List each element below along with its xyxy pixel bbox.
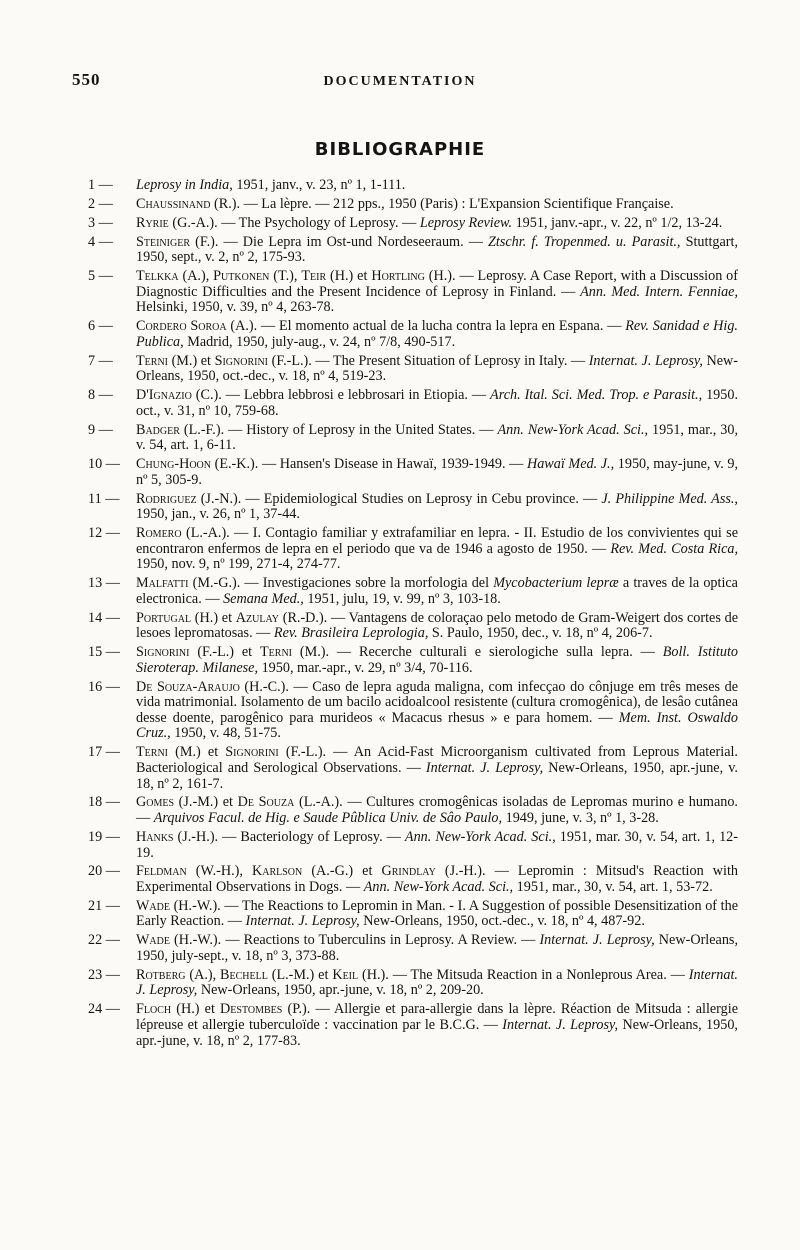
entry-text: 1951, mar., 30, v. 54, art. 1, 6-11. (136, 421, 738, 454)
entry-text: (F.-L.). — The Present Situation of Leprosy in Italy. — (268, 352, 589, 369)
title-italic: Ztschr. f. Tropenmed. u. Parasit., (488, 233, 681, 250)
bibliography-entry (88, 388, 738, 419)
bibliography-entry (88, 576, 738, 607)
bibliography-entry (88, 269, 738, 316)
entry-text: S. Paulo, 1950, dec., v. 18, nº 4, 206-7. (428, 625, 653, 642)
entry-text: (A.), (178, 268, 214, 285)
entry-text: (E.-K.). — Hansen's Disease in Hawaï, 1939-1949. — (211, 456, 527, 473)
author-name: Wade (136, 932, 170, 949)
entry-number: 10 — (88, 456, 120, 473)
author-name: Wade (136, 897, 170, 914)
bibliography-entry (88, 1002, 738, 1049)
entry-text: (P.). — Allergie et para-allergie dans la lèpre. Réaction de Mitsuda : allergie lépreuse et allergie tuberculoïde : vaccination par le B.C.G. — (136, 1001, 738, 1033)
entry-text: (L.-A.). — Cultures cromogênicas isoladas de Lepromas murino e humano. — (136, 794, 738, 827)
title-italic: Boll. Istituto Sieroterap. Milanese, (136, 644, 739, 676)
entry-number: 19 — (88, 828, 120, 845)
title-italic: Rev. Sanidad e Hig. Publica, (136, 318, 738, 350)
entry-text: 1951, mar. 30, v. 54, art. 1, 12-19. (136, 828, 739, 861)
entry-text: (R.-D.). — Vantagens de coloraçao pelo metodo de Gram-Weigert dos cortes de lesoes lepromatosas. — (136, 609, 738, 642)
author-name: Signorini (214, 352, 269, 369)
author-name: Signorini (225, 744, 279, 761)
entry-text: 1950, v. 48, 51-75. (170, 725, 281, 742)
entry-text: (J.-N.). — Epidemiological Studies on Leprosy in Cebu province. — (196, 490, 602, 507)
bibliography-entry (88, 611, 738, 642)
entry-text: (J.-H.). — Bacteriology of Leprosy. — (173, 828, 405, 845)
entry-number: 20 — (88, 863, 120, 880)
bibliography-entry (88, 216, 738, 232)
entry-number: 2 — (88, 195, 113, 212)
entry-number: 14 — (88, 609, 120, 626)
entry-text: 1950, nov. 9, nº 199, 271-4, 274-77. (136, 556, 341, 573)
entry-text: 1951, mar., 30, v. 54, art. 1, 53-72. (513, 878, 713, 895)
bibliography-entry (88, 526, 738, 573)
entry-text: Stuttgart, 1950, sept., v. 2, nº 2, 175-93. (136, 233, 738, 266)
bibliography-entry (88, 645, 738, 676)
entry-text: (G.-A.). — The Psychology of Leprosy. — (168, 214, 420, 231)
page-number: 550 (72, 70, 101, 89)
author-name: D'Ignazio (136, 387, 192, 404)
entry-number: 5 — (88, 268, 113, 285)
author-name: Portugal (136, 609, 192, 626)
title-italic: Rev. Med. Costa Rica, (610, 540, 739, 557)
entry-text: (M.-G.). — Investigaciones sobre la morfologia del (188, 575, 494, 592)
title-italic: Ann. Med. Intern. Fenniae, (580, 283, 739, 300)
author-name: Chaussinand (136, 195, 211, 212)
author-name: Grindlay (381, 863, 436, 880)
entry-text: New-Orleans, 1950, july-sept., v. 18, nº 3, 373-88. (136, 932, 738, 964)
title-italic: Internat. J. Leprosy, (425, 759, 544, 776)
entry-text: New-Orleans, 1950, apr.-june, v. 18, nº 2, 177-83. (136, 1016, 738, 1049)
author-name: Romero (136, 525, 182, 542)
entry-text: 1950, mar.-apr., v. 29, nº 3/4, 70-116. (258, 659, 473, 676)
entry-text: (L.-F.). — History of Leprosy in the United States. — (179, 421, 498, 438)
bibliography-entry (88, 745, 738, 792)
entry-text: (L.-M.) et (267, 966, 333, 983)
entry-number: 24 — (88, 1001, 120, 1018)
entry-number: 21 — (88, 897, 120, 914)
entry-text: (W.-H.), (186, 863, 252, 880)
entry-text: (H.) et (191, 609, 236, 626)
author-name: Hanks (136, 828, 174, 845)
bibliography-entry (88, 830, 738, 861)
entry-text: (T.), (269, 268, 302, 285)
entry-number: 1 — (88, 177, 113, 193)
entry-number: 6 — (88, 318, 113, 335)
entry-number: 3 — (88, 214, 113, 231)
entry-text: 1950. oct., v. 31, nº 10, 759-68. (136, 387, 738, 419)
bibliography-entry (88, 968, 738, 999)
author-name: Hortling (371, 268, 425, 285)
entry-number: 16 — (88, 678, 120, 695)
entry-number: 18 — (88, 794, 120, 811)
entry-text: (F.-L.) et (189, 644, 261, 661)
bibliography-entry (88, 864, 738, 895)
entry-number: 4 — (88, 233, 113, 250)
entry-text: a traves de la optica electronica. — (136, 575, 738, 607)
entry-number: 23 — (88, 966, 120, 983)
bibliography-entry (88, 354, 738, 385)
entry-number: 15 — (88, 644, 120, 661)
entry-text: 1951, janv.-apr., v. 22, nº 1/2, 13-24. (512, 214, 723, 231)
author-name: Terni (136, 352, 168, 369)
running-header: DOCUMENTATION (323, 74, 477, 89)
title-italic: Internat. J. Leprosy, (588, 352, 703, 369)
author-name: De Souza (237, 794, 295, 811)
bibliography-entry (88, 680, 738, 742)
entry-text: (A.). — El momento actual de la lucha contra la lepra en Espana. — (226, 318, 626, 335)
title-italic: Ann. New-York Acad. Sci., (363, 878, 514, 895)
entry-text: (C.). — Lebbra lebbrosi e lebbrosari in Etiopia. — (191, 387, 491, 404)
entry-text: (L.-A.). — I. Contagio familiar y extrafamiliar en lepra. - II. Estudio de los convivientes qui se encontraron enfermos de lepra en el periodo que va de 1946 a agosto de 1950. — (136, 525, 738, 557)
bibliography-entry (88, 899, 738, 930)
entry-text: (M.) et (168, 744, 226, 761)
bibliography-entry (88, 178, 738, 194)
title-italic: Ann. New-York Acad. Sci., (497, 421, 649, 438)
author-name: Terni (136, 744, 168, 761)
title-italic: Internat. J. Leprosy, (502, 1016, 619, 1033)
entry-text: (H.). — Leprosy. A Case Report, with a Discussion of Diagnostic Difficulties and the Present Incidence of Leprosy in Finland. — (136, 268, 739, 300)
entry-text: (H.-C.). — Caso de lepra aguda maligna, com infecçao do cônjuge em três meses de vida matrimonial. Isolamento de um bacilo acidoalcool resistente (cultura cromogênica), de lesâo cutânea desse doente, parogênico para murideos « Macacus rhesus » e para homem. — (136, 678, 739, 726)
author-name: Badger (136, 421, 180, 438)
section-title: BIBLIOGRAPHIE (314, 139, 486, 160)
title-italic: Rev. Brasileira Leprologia, (273, 625, 429, 642)
entry-text: (H.). — The Mitsuda Reaction in a Nonleprous Area. — (358, 966, 689, 983)
author-name: Chung-Hoon (136, 456, 211, 473)
author-name: Ryrie (136, 214, 169, 231)
entry-text: (A.-G.) et (302, 863, 382, 880)
author-name: Cordero Soroa (136, 318, 227, 335)
entry-text: 1950, may-june, v. 9, nº 5, 305-9. (136, 456, 738, 488)
title-italic: Mem. Inst. Oswaldo Cruz., (136, 709, 738, 742)
title-italic: Mycobacterium lepræ (493, 575, 619, 592)
author-name: Azulay (235, 609, 279, 626)
author-name: Steiniger (136, 233, 190, 250)
bibliography-entry (88, 423, 738, 454)
entry-text: New-Orleans, 1950, apr.-june, v. 18, nº 2, 161-7. (136, 759, 738, 792)
entry-text: Helsinki, 1950, v. 39, nº 4, 263-78. (136, 299, 335, 316)
bibliography-entry (88, 457, 738, 488)
entry-text: Madrid, 1950, july-aug., v. 24, nº 7/8, 490-517. (183, 333, 456, 350)
entry-text: (H.-W.). — Reactions to Tuberculins in Leprosy. A Review. — (169, 932, 540, 949)
title-italic: Arch. Ital. Sci. Med. Trop. e Parasit., (490, 387, 703, 404)
bibliography-entry (88, 933, 738, 964)
entry-text: New-Orleans, 1950, oct.-dec., v. 18, nº 4, 487-92. (359, 913, 645, 930)
entry-text: (A.), (185, 966, 221, 983)
entry-text: (M.) et (168, 352, 215, 369)
author-name: De Souza-Araujo (136, 678, 240, 695)
entry-text: (H.) et (326, 268, 372, 285)
entry-text: 1951, janv., v. 23, nº 1, 1-111. (232, 177, 406, 193)
title-italic: Internat. J. Leprosy, (136, 966, 738, 999)
entry-text: (J.-H.). — Lepromin : Mitsud's Reaction with Experimental Observations in Dogs. — (136, 863, 738, 895)
author-name: Signorini (136, 644, 190, 661)
author-name: Rotberg (136, 966, 186, 983)
title-italic: J. Philippine Med. Ass., (601, 490, 738, 507)
bibliography-entry (88, 319, 738, 350)
entry-number: 22 — (88, 932, 120, 949)
title-italic: Leprosy in India, (136, 177, 233, 193)
bibliography-entry (88, 235, 738, 266)
title-italic: Arquivos Facul. de Hig. e Saude Pûblica Univ. de Sâo Paulo, (153, 810, 503, 827)
entry-number: 11 — (88, 490, 120, 507)
author-name: Teir (301, 268, 327, 285)
author-name: Bechell (220, 966, 268, 983)
entry-text: (R.). — La lèpre. — 212 pps., 1950 (Paris) : L'Expansion Scientifique Française. (210, 195, 674, 212)
entry-text: (M.). — Recerche culturali e sierologiche sulla lepra. — (292, 644, 663, 661)
entry-text: (F.). — Die Lepra im Ost-und Nordeseeraum. — (190, 233, 489, 250)
entry-number: 7 — (88, 352, 113, 369)
entry-text: (J.-M.) et (174, 794, 238, 811)
bibliography-entry (88, 492, 738, 523)
author-name: Putkonen (213, 268, 270, 285)
entry-text: 1949, june, v. 3, nº 1, 3-28. (502, 810, 659, 827)
author-name: Terni (260, 644, 293, 661)
entry-text: New-Orleans, 1950, oct.-dec., v. 18, nº 4, 519-23. (136, 352, 738, 385)
title-italic: Semana Med., (223, 590, 304, 607)
entry-text: (H.-W.). — The Reactions to Lepromin in Man. - I. A Suggestion of possible Desensitization of the Early Reaction. — (136, 897, 738, 930)
bibliography-list (88, 178, 738, 1052)
title-italic: Leprosy Review. (419, 214, 513, 231)
entry-number: 8 — (88, 387, 113, 404)
entry-number: 13 — (88, 575, 120, 592)
entry-text: (F.-L.). — An Acid-Fast Microorganism cultivated from Leprous Material. Bacteriological and Serological Observations. — (136, 744, 738, 776)
entry-number: 12 — (88, 525, 120, 542)
title-italic: Internat. J. Leprosy, (245, 913, 360, 930)
bibliography-entry (88, 795, 738, 826)
entry-text: 1951, julu, 19, v. 99, nº 3, 103-18. (303, 590, 501, 607)
title-italic: Ann. New-York Acad. Sci., (404, 828, 556, 845)
author-name: Destombes (220, 1001, 283, 1018)
author-name: Floch (136, 1001, 172, 1018)
author-name: Malfatti (136, 575, 189, 592)
entry-text: New-Orleans, 1950, apr.-june, v. 18, nº 2, 209-20. (197, 982, 484, 999)
author-name: Keil (332, 966, 359, 983)
entry-text: (H.) et (171, 1001, 221, 1018)
author-name: Gomes (136, 794, 175, 811)
title-italic: Internat. J. Leprosy, (539, 932, 655, 949)
entry-text: 1950, jan., v. 26, nº 1, 37-44. (136, 506, 300, 523)
title-italic: Hawaï Med. J., (526, 456, 615, 473)
author-name: Telkka (136, 268, 179, 285)
bibliography-entry (88, 197, 738, 213)
author-name: Karlson (251, 863, 303, 880)
author-name: Feldman (136, 863, 187, 880)
entry-number: 9 — (88, 421, 113, 438)
author-name: Rodriguez (136, 490, 197, 507)
entry-number: 17 — (88, 744, 120, 761)
